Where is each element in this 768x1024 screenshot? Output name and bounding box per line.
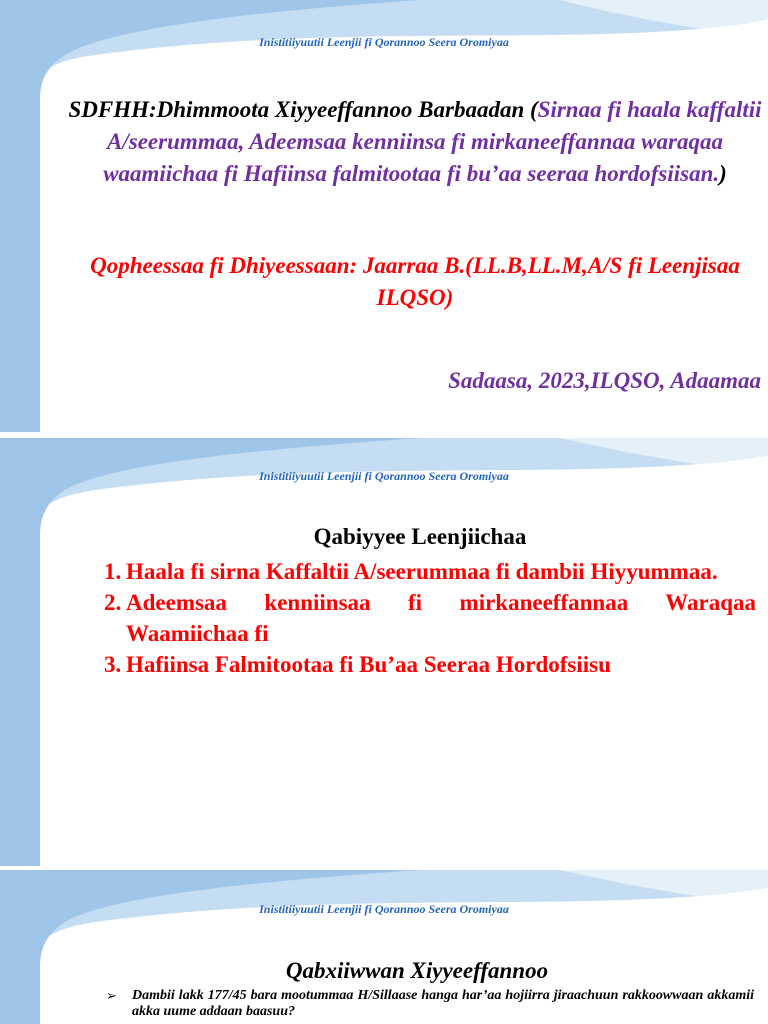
list-item: 1. Haala fi sirna Kaffaltii A/seerummaa fi dambii Hiyyummaa.: [104, 559, 718, 584]
arrow-bullet-icon: ➢: [106, 988, 117, 1003]
contents-list: [100, 556, 756, 680]
slide-2: [0, 438, 768, 866]
institute-header: Inistitiiyuutii Leenjii fi Qorannoo Seera Oromiyaa: [259, 902, 509, 916]
focus-point-item: Dambii lakk 177/45 bara mootummaa H/Sillaase hanga har’aa hojiirra jiraachuun rakkoowwaan akkamii akka uume addaan baasuu?: [132, 988, 754, 1019]
list-item: 3. Hafiinsa Falmitootaa fi Bu’aa Seeraa Hordofsiisu: [104, 652, 611, 677]
date-place: Sadaasa, 2023,ILQSO, Adaamaa: [448, 368, 761, 393]
presenter-line: Qopheessaa fi Dhiyeessaan: Jaarraa B.(LL.B,LL.M,A/S fi Leenjisaa ILQSO): [90, 253, 740, 310]
title-topics: Sirnaa fi haala kaffaltii A/seerummaa, Adeemsaa kenniinsa fi mirkaneeffannaa waraqaa waamiichaa fi Hafiinsa falmitootaa fi bu’aa seeraa hordofsiisan.: [103, 97, 762, 186]
title-suffix: ): [719, 161, 727, 186]
institute-header: Inistitiiyuutii Leenjii fi Qorannoo Seera Oromiyaa: [259, 469, 509, 483]
slide-1-title: [66, 94, 764, 190]
slide-1: [0, 0, 768, 432]
focus-points-heading: Qabxiiwwan Xiyyeeffannoo: [285, 958, 549, 983]
list-item: 2. Adeemsaa kenniinsaa fi mirkaneeffannaa Waraqaa Waamiichaa fi: [104, 590, 756, 646]
title-prefix: SDFHH:Dhimmoota Xiyyeeffannoo Barbaadan (: [68, 97, 538, 122]
institute-header: Inistitiiyuutii Leenjii fi Qorannoo Seera Oromiyaa: [259, 35, 509, 49]
contents-heading: Qabiyyee Leenjiichaa: [313, 524, 527, 549]
slide-3: [0, 870, 768, 1024]
